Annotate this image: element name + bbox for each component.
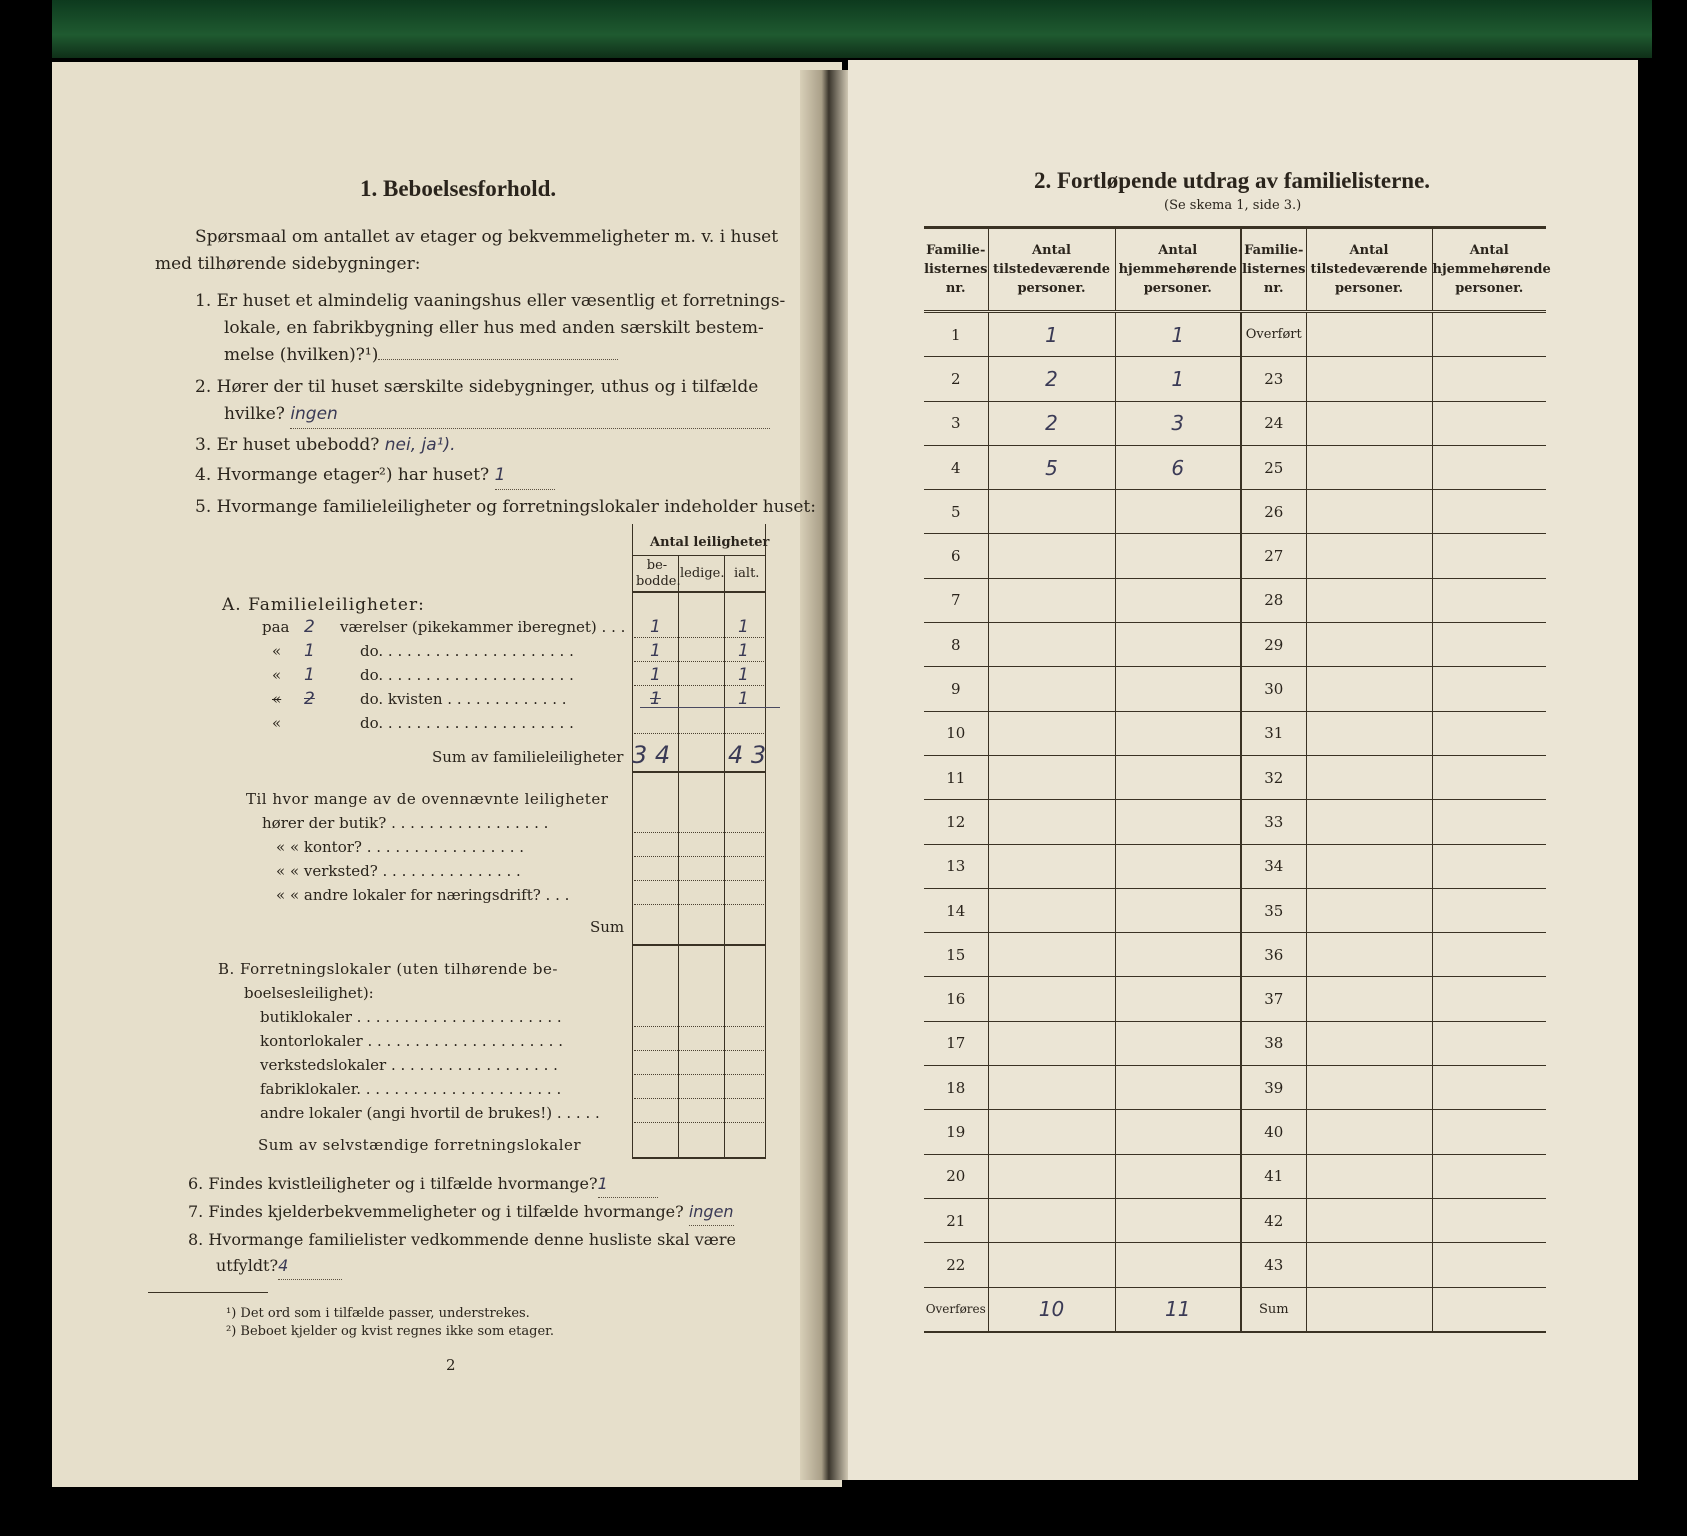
resident-count-cell-2 bbox=[1432, 711, 1546, 755]
section-b-2: boelsesleilighet): bbox=[244, 984, 374, 1002]
resident-count-cell-2 bbox=[1432, 1154, 1546, 1198]
col-bebodde: be-bodde. bbox=[636, 558, 681, 589]
table-row bbox=[924, 667, 1546, 711]
present-count-cell-2 bbox=[1306, 1154, 1432, 1198]
family-nr-cell: 3 bbox=[924, 401, 988, 445]
question-6: 6. Findes kvistleiligheter og i tilfælde hvormange?1 bbox=[188, 1170, 658, 1198]
q3-options: nei, ja¹). bbox=[384, 435, 456, 455]
footnote-rule bbox=[148, 1292, 268, 1293]
family-nr-cell: 10 bbox=[924, 711, 988, 755]
footnote-1: ¹) Det ord som i tilfælde passer, understrekes. bbox=[226, 1306, 530, 1321]
family-nr-cell-2: 23 bbox=[1241, 357, 1306, 401]
family-nr-cell-2: 40 bbox=[1241, 1110, 1306, 1154]
present-count-cell-2 bbox=[1306, 578, 1432, 622]
resident-count-cell bbox=[1115, 667, 1241, 711]
resident-count-cell-2 bbox=[1432, 933, 1546, 977]
present-count-cell-2 bbox=[1306, 844, 1432, 888]
q8-answer: 4 bbox=[278, 1252, 342, 1280]
present-count-cell bbox=[988, 1243, 1115, 1287]
family-nr-cell: 2 bbox=[924, 357, 988, 401]
table-row bbox=[924, 800, 1546, 844]
table-row bbox=[924, 1066, 1546, 1110]
family-nr-cell: 17 bbox=[924, 1021, 988, 1065]
top-green-strip bbox=[52, 0, 1652, 58]
present-count-cell bbox=[988, 755, 1115, 799]
page-fold bbox=[800, 70, 848, 1480]
family-nr-cell-2: 30 bbox=[1241, 667, 1306, 711]
present-count-cell bbox=[988, 1021, 1115, 1065]
family-nr-cell-2: 38 bbox=[1241, 1021, 1306, 1065]
resident-count-cell bbox=[1115, 1198, 1241, 1242]
table-row bbox=[924, 1198, 1546, 1242]
table-row bbox=[924, 490, 1546, 534]
resident-count-cell bbox=[1115, 1243, 1241, 1287]
present-count-cell bbox=[988, 977, 1115, 1021]
resident-count-cell bbox=[1115, 888, 1241, 932]
family-nr-cell: 22 bbox=[924, 1243, 988, 1287]
present-count-cell bbox=[988, 888, 1115, 932]
question-3: 3. Er huset ubebodd? nei, ja¹). bbox=[195, 435, 456, 455]
b-row-andre: andre lokaler (angi hvortil de brukes!) . . . . . bbox=[260, 1104, 600, 1122]
present-count-cell-2 bbox=[1306, 1021, 1432, 1065]
family-nr-cell: 21 bbox=[924, 1198, 988, 1242]
resident-count-cell-2 bbox=[1432, 1021, 1546, 1065]
family-nr-cell-2: 26 bbox=[1241, 490, 1306, 534]
right-section-title: 2. Fortløpende utdrag av familielisterne. bbox=[1034, 168, 1431, 193]
b-row-fabrik: fabriklokaler. . . . . . . . . . . . . . . . . . . . . . bbox=[260, 1080, 562, 1098]
resident-count-cell bbox=[1115, 755, 1241, 799]
resident-count-cell bbox=[1115, 623, 1241, 667]
table-row bbox=[924, 933, 1546, 977]
present-count-cell-2 bbox=[1306, 445, 1432, 489]
table-row bbox=[924, 1243, 1546, 1287]
resident-count-cell bbox=[1115, 490, 1241, 534]
resident-count-cell-2 bbox=[1432, 888, 1546, 932]
left-section-title: 1. Beboelsesforhold. bbox=[360, 176, 557, 201]
family-nr-cell-2: 43 bbox=[1241, 1243, 1306, 1287]
question-1a: 1. Er huset et almindelig vaaningshus eller væsentlig et forretnings- bbox=[195, 291, 786, 311]
family-nr-cell: 5 bbox=[924, 490, 988, 534]
resident-count-cell-2 bbox=[1432, 1066, 1546, 1110]
present-count-cell-2 bbox=[1306, 490, 1432, 534]
sum-a-label: Sum av familieleiligheter bbox=[432, 748, 624, 766]
present-count-cell: 5 bbox=[988, 445, 1115, 489]
present-count-cell bbox=[988, 933, 1115, 977]
resident-count-cell bbox=[1115, 977, 1241, 1021]
page-number: 2 bbox=[446, 1356, 456, 1374]
family-nr-cell: 20 bbox=[924, 1154, 988, 1198]
resident-count-cell-2 bbox=[1432, 312, 1546, 357]
table-row bbox=[924, 977, 1546, 1021]
resident-count-cell bbox=[1115, 800, 1241, 844]
til-hvor-verksted: « « verksted? . . . . . . . . . . . . . . . bbox=[276, 862, 521, 880]
resident-count-cell-2 bbox=[1432, 578, 1546, 622]
resident-count-cell-2 bbox=[1432, 357, 1546, 401]
table-sum-row bbox=[924, 1287, 1546, 1332]
present-count-cell-2 bbox=[1306, 711, 1432, 755]
header-hjem-1: Antal hjemmehørende personer. bbox=[1115, 228, 1241, 312]
resident-count-cell: 1 bbox=[1115, 312, 1241, 357]
question-8a: 8. Hvormange familielister vedkommende denne husliste skal være bbox=[188, 1230, 736, 1249]
til-hvor-kontor: « « kontor? . . . . . . . . . . . . . . . . . bbox=[276, 838, 525, 856]
table-row bbox=[924, 711, 1546, 755]
resident-count-cell: 1 bbox=[1115, 357, 1241, 401]
family-nr-cell-2: Sum bbox=[1241, 1287, 1306, 1332]
intro-line-1: Spørsmaal om antallet av etager og bekvemmeligheter m. v. i huset bbox=[195, 227, 779, 247]
sum-a-ialt: 4 3 bbox=[728, 741, 767, 769]
table-row bbox=[924, 357, 1546, 401]
question-2b: hvilke? ingen bbox=[224, 401, 770, 429]
table-row bbox=[924, 578, 1546, 622]
resident-count-cell-2 bbox=[1432, 800, 1546, 844]
present-count-cell: 2 bbox=[988, 401, 1115, 445]
header-tilst-2: Antal tilstedeværende personer. bbox=[1306, 228, 1432, 312]
present-count-cell bbox=[988, 490, 1115, 534]
family-nr-cell-2: 32 bbox=[1241, 755, 1306, 799]
present-count-cell bbox=[988, 1110, 1115, 1154]
til-hvor-1: Til hvor mange av de ovennævnte leiligheter bbox=[246, 790, 609, 808]
header-nr-1: Familie-listernes nr. bbox=[924, 228, 988, 312]
family-nr-cell: Overføres bbox=[924, 1287, 988, 1332]
resident-count-cell bbox=[1115, 933, 1241, 977]
present-count-cell-2 bbox=[1306, 534, 1432, 578]
family-nr-cell-2: 36 bbox=[1241, 933, 1306, 977]
family-nr-cell-2: 25 bbox=[1241, 445, 1306, 489]
question-5: 5. Hvormange familieleiligheter og forretningslokaler indeholder huset: bbox=[195, 497, 816, 517]
family-nr-cell-2: 28 bbox=[1241, 578, 1306, 622]
present-count-cell-2 bbox=[1306, 401, 1432, 445]
present-count-cell-2 bbox=[1306, 888, 1432, 932]
present-count-cell-2 bbox=[1306, 800, 1432, 844]
present-count-cell-2 bbox=[1306, 1287, 1432, 1332]
present-count-cell bbox=[988, 534, 1115, 578]
family-nr-cell-2: 29 bbox=[1241, 623, 1306, 667]
present-count-cell bbox=[988, 844, 1115, 888]
present-count-cell-2 bbox=[1306, 623, 1432, 667]
table-row bbox=[924, 1154, 1546, 1198]
sum-b-label: Sum av selvstændige forretningslokaler bbox=[258, 1136, 582, 1154]
q4-answer: 1 bbox=[495, 462, 555, 490]
header-tilst-1: Antal tilstedeværende personer. bbox=[988, 228, 1115, 312]
table-row bbox=[924, 755, 1546, 799]
family-list-table bbox=[924, 228, 1551, 1333]
present-count-cell bbox=[988, 711, 1115, 755]
question-1c: melse (hvilken)?¹) bbox=[224, 342, 618, 369]
table-row bbox=[924, 401, 1546, 445]
resident-count-cell: 11 bbox=[1115, 1287, 1241, 1332]
family-nr-cell: 19 bbox=[924, 1110, 988, 1154]
resident-count-cell-2 bbox=[1432, 667, 1546, 711]
resident-count-cell-2 bbox=[1432, 534, 1546, 578]
family-nr-cell-2: 37 bbox=[1241, 977, 1306, 1021]
family-nr-cell-2: 42 bbox=[1241, 1198, 1306, 1242]
family-nr-cell: 11 bbox=[924, 755, 988, 799]
family-nr-cell: 15 bbox=[924, 933, 988, 977]
family-nr-cell: 18 bbox=[924, 1066, 988, 1110]
present-count-cell bbox=[988, 578, 1115, 622]
right-subtitle: (Se skema 1, side 3.) bbox=[1164, 198, 1302, 213]
intro-line-2: med tilhørende sidebygninger: bbox=[155, 254, 421, 274]
til-hvor-butik: hører der butik? . . . . . . . . . . . . . . . . . bbox=[262, 814, 549, 832]
present-count-cell bbox=[988, 800, 1115, 844]
family-nr-cell-2: 35 bbox=[1241, 888, 1306, 932]
col-ialt: ialt. bbox=[734, 566, 760, 581]
family-nr-cell: 4 bbox=[924, 445, 988, 489]
family-nr-cell-2: 34 bbox=[1241, 844, 1306, 888]
family-nr-cell: 7 bbox=[924, 578, 988, 622]
resident-count-cell bbox=[1115, 1110, 1241, 1154]
family-nr-cell: 12 bbox=[924, 800, 988, 844]
present-count-cell bbox=[988, 667, 1115, 711]
resident-count-cell-2 bbox=[1432, 445, 1546, 489]
header-hjem-2: Antal hjemmehørende personer. bbox=[1432, 228, 1546, 312]
table-row bbox=[924, 623, 1546, 667]
family-nr-cell-2: 27 bbox=[1241, 534, 1306, 578]
family-nr-cell-2: 31 bbox=[1241, 711, 1306, 755]
resident-count-cell-2 bbox=[1432, 401, 1546, 445]
resident-count-cell: 6 bbox=[1115, 445, 1241, 489]
resident-count-cell bbox=[1115, 578, 1241, 622]
question-2a: 2. Hører der til huset særskilte sidebygninger, uthus og i tilfælde bbox=[195, 377, 759, 397]
header-nr-2: Familie-listernes nr. bbox=[1241, 228, 1306, 312]
resident-count-cell-2 bbox=[1432, 844, 1546, 888]
resident-count-cell bbox=[1115, 1154, 1241, 1198]
present-count-cell: 2 bbox=[988, 357, 1115, 401]
b-row-butik: butiklokaler . . . . . . . . . . . . . . . . . . . . . . bbox=[260, 1008, 562, 1026]
present-count-cell-2 bbox=[1306, 933, 1432, 977]
table-row bbox=[924, 888, 1546, 932]
family-nr-cell: 6 bbox=[924, 534, 988, 578]
present-count-cell-2 bbox=[1306, 312, 1432, 357]
present-count-cell: 1 bbox=[988, 312, 1115, 357]
present-count-cell-2 bbox=[1306, 977, 1432, 1021]
resident-count-cell-2 bbox=[1432, 977, 1546, 1021]
resident-count-cell-2 bbox=[1432, 623, 1546, 667]
resident-count-cell-2 bbox=[1432, 1110, 1546, 1154]
resident-count-cell bbox=[1115, 1066, 1241, 1110]
section-a-title: A. Familieleiligheter: bbox=[222, 595, 425, 615]
present-count-cell-2 bbox=[1306, 1110, 1432, 1154]
table-row bbox=[924, 445, 1546, 489]
present-count-cell-2 bbox=[1306, 1243, 1432, 1287]
resident-count-cell-2 bbox=[1432, 755, 1546, 799]
resident-count-cell-2 bbox=[1432, 1287, 1546, 1332]
table-row bbox=[924, 844, 1546, 888]
family-nr-cell-2: 39 bbox=[1241, 1066, 1306, 1110]
resident-count-cell bbox=[1115, 711, 1241, 755]
present-count-cell-2 bbox=[1306, 1066, 1432, 1110]
resident-count-cell-2 bbox=[1432, 1198, 1546, 1242]
sum-label: Sum bbox=[590, 918, 625, 936]
family-nr-cell: 9 bbox=[924, 667, 988, 711]
table-row bbox=[924, 312, 1546, 357]
b-row-verksted: verkstedslokaler . . . . . . . . . . . . . . . . . . bbox=[260, 1056, 558, 1074]
family-nr-cell-2: 41 bbox=[1241, 1154, 1306, 1198]
col-ledige: ledige. bbox=[680, 566, 725, 581]
present-count-cell-2 bbox=[1306, 667, 1432, 711]
table-row bbox=[924, 1021, 1546, 1065]
present-count-cell bbox=[988, 1066, 1115, 1110]
resident-count-cell-2 bbox=[1432, 490, 1546, 534]
family-nr-cell-2: 33 bbox=[1241, 800, 1306, 844]
family-nr-cell: 16 bbox=[924, 977, 988, 1021]
resident-count-cell bbox=[1115, 1021, 1241, 1065]
present-count-cell bbox=[988, 623, 1115, 667]
family-nr-cell: 8 bbox=[924, 623, 988, 667]
question-8b: utfyldt?4 bbox=[216, 1252, 342, 1280]
family-nr-cell: 14 bbox=[924, 888, 988, 932]
present-count-cell bbox=[988, 1154, 1115, 1198]
table-row bbox=[924, 1110, 1546, 1154]
family-nr-cell-2: Overført bbox=[1241, 312, 1306, 357]
family-nr-cell: 13 bbox=[924, 844, 988, 888]
q6-answer: 1 bbox=[598, 1170, 658, 1198]
apartment-table-header: Antal leiligheter bbox=[650, 535, 770, 550]
present-count-cell-2 bbox=[1306, 755, 1432, 799]
resident-count-cell bbox=[1115, 844, 1241, 888]
table-row bbox=[924, 534, 1546, 578]
b-row-kontor: kontorlokaler . . . . . . . . . . . . . . . . . . . . . bbox=[260, 1032, 563, 1050]
resident-count-cell: 3 bbox=[1115, 401, 1241, 445]
sum-a-bebodde: 3 4 bbox=[632, 741, 671, 769]
til-hvor-andre: « « andre lokaler for næringsdrift? . . . bbox=[276, 886, 570, 904]
question-7: 7. Findes kjelderbekvemmeligheter og i tilfælde hvormange? ingen bbox=[188, 1198, 734, 1226]
present-count-cell-2 bbox=[1306, 1198, 1432, 1242]
present-count-cell: 10 bbox=[988, 1287, 1115, 1332]
family-nr-cell-2: 24 bbox=[1241, 401, 1306, 445]
q7-answer: ingen bbox=[689, 1198, 734, 1226]
family-nr-cell: 1 bbox=[924, 312, 988, 357]
strikethrough-line bbox=[640, 707, 780, 708]
section-b-1: B. Forretningslokaler (uten tilhørende be- bbox=[218, 960, 558, 978]
resident-count-cell-2 bbox=[1432, 1243, 1546, 1287]
footnote-2: ²) Beboet kjelder og kvist regnes ikke som etager. bbox=[226, 1324, 555, 1339]
present-count-cell bbox=[988, 1198, 1115, 1242]
question-1b: lokale, en fabrikbygning eller hus med anden særskilt bestem- bbox=[224, 318, 764, 338]
question-4: 4. Hvormange etager²) har huset? 1 bbox=[195, 462, 555, 490]
present-count-cell-2 bbox=[1306, 357, 1432, 401]
resident-count-cell bbox=[1115, 534, 1241, 578]
q2-answer: ingen bbox=[290, 401, 770, 429]
